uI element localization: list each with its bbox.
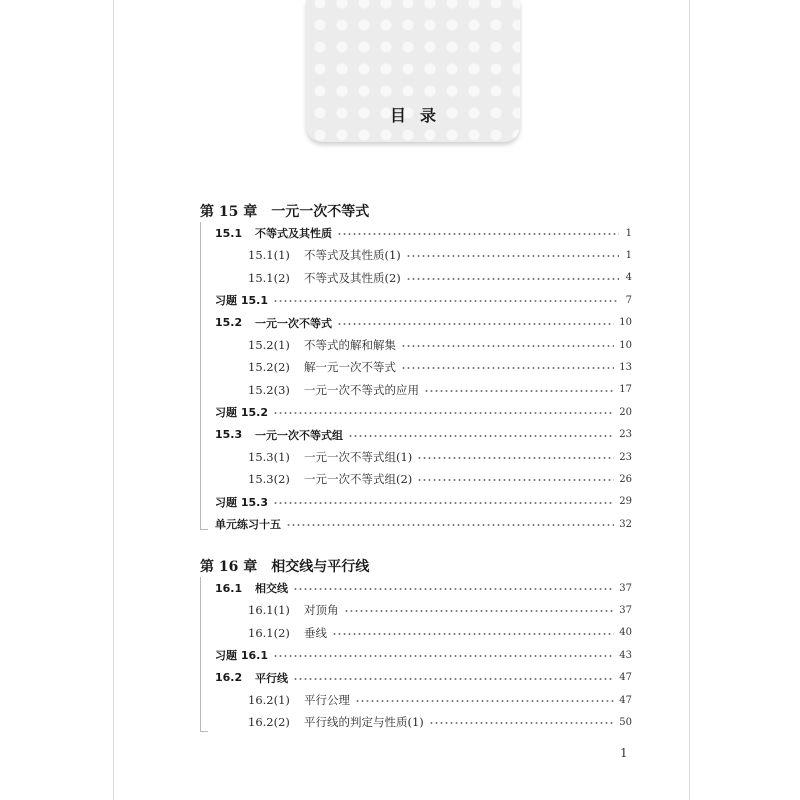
toc-entry-title: 一元一次不等式组 <box>255 428 343 442</box>
dot-leader <box>273 300 619 302</box>
toc-subsection-entry[interactable] <box>248 692 632 708</box>
chapter-bracket <box>200 577 201 732</box>
dot-leader <box>337 233 619 235</box>
toc-entry-title: 平行线的判定与性质(1) <box>304 715 424 730</box>
toc-entry-page: 23 <box>619 451 632 463</box>
toc-entry-number: 16.1(2) <box>248 625 290 640</box>
toc-entry-page: 7 <box>625 294 632 306</box>
dot-leader <box>406 278 619 280</box>
toc-entry-title: 习题 15.2 <box>215 406 268 420</box>
toc-exercise-entry[interactable] <box>215 647 632 663</box>
toc-entry-page: 40 <box>619 627 632 639</box>
dot-leader <box>286 524 614 526</box>
toc-entry-page: 1 <box>625 249 632 261</box>
toc-entry-number: 16.1 <box>215 581 243 595</box>
toc-entry-title: 一元一次不等式的应用 <box>304 382 419 397</box>
toc-entry-title: 不等式及其性质 <box>255 227 332 240</box>
chapter-number: 第 15 章 <box>200 204 258 220</box>
toc-exercise-entry[interactable] <box>215 292 632 308</box>
toc-subsection-entry[interactable] <box>248 270 632 286</box>
toc-subsection-entry[interactable] <box>248 625 632 641</box>
dot-leader <box>348 435 614 437</box>
toc-entry-page: 32 <box>619 518 632 530</box>
toc-section-entry[interactable] <box>215 670 632 686</box>
toc-entry-page: 4 <box>625 272 632 284</box>
toc-entry-number: 15.3(2) <box>248 472 290 487</box>
toc-entry-number: 16.1(1) <box>248 603 290 618</box>
toc-entry-title: 一元一次不等式 <box>255 316 332 330</box>
toc-entry-page: 1 <box>625 227 632 239</box>
toc-entry-number: 16.2(1) <box>248 693 290 707</box>
toc-entry-title: 习题 16.1 <box>215 649 268 663</box>
dot-leader <box>417 479 614 481</box>
toc-entry-page: 37 <box>619 604 632 616</box>
page-number: 1 <box>620 746 628 760</box>
toc-exercise-entry[interactable] <box>215 494 632 510</box>
toc-entry-number: 15.3 <box>215 428 243 442</box>
toc-entry-title: 不等式及其性质(2) <box>304 270 401 285</box>
toc-section-entry[interactable] <box>215 315 632 331</box>
toc-section-entry[interactable] <box>215 225 632 241</box>
toc-entry-page: 17 <box>619 384 632 396</box>
dot-leader <box>293 678 614 680</box>
toc-section-entry[interactable] <box>215 580 632 596</box>
toc-entry-page: 50 <box>619 716 632 728</box>
toc-entry-title: 不等式的解和解集 <box>304 338 396 352</box>
toc-entry-title: 相交线 <box>255 582 288 595</box>
toc-entry-number: 15.1(2) <box>248 270 290 285</box>
toc-entry-number: 15.1(1) <box>248 248 290 263</box>
toc-entry-page: 20 <box>619 406 632 418</box>
toc-section-entry[interactable] <box>215 427 632 443</box>
dot-leader <box>293 588 614 590</box>
page-title: 目录 <box>389 106 450 125</box>
toc-entry-title: 不等式及其性质(1) <box>304 248 401 263</box>
dot-leader <box>401 345 614 347</box>
toc-entry-page: 10 <box>619 339 632 351</box>
toc-entry-page: 10 <box>619 317 632 329</box>
toc-entry-page: 43 <box>619 649 632 661</box>
toc-subsection-entry[interactable] <box>248 337 632 353</box>
title-tab <box>306 0 520 142</box>
toc-exercise-entry[interactable] <box>215 404 632 420</box>
dot-leader <box>424 390 614 392</box>
toc-entry-title: 平行公理 <box>304 693 350 707</box>
toc-entry-number: 15.2(3) <box>248 382 290 397</box>
toc-entry-title: 解一元一次不等式 <box>304 360 396 375</box>
toc-entry-number: 15.3(1) <box>248 450 290 464</box>
dot-leader <box>406 255 619 257</box>
toc-entry-title: 一元一次不等式组(2) <box>304 472 413 487</box>
dot-leader <box>417 457 614 459</box>
toc-entry-number: 15.2(1) <box>248 338 290 352</box>
dot-leader <box>429 722 614 724</box>
toc-entry-number: 15.2(2) <box>248 360 290 375</box>
dot-leader <box>337 323 614 325</box>
toc-subsection-entry[interactable] <box>248 471 632 487</box>
toc-subsection-entry[interactable] <box>248 602 632 618</box>
chapter-number: 第 16 章 <box>200 559 258 575</box>
chapter-bracket <box>200 222 201 530</box>
toc-entry-page: 47 <box>619 672 632 684</box>
toc-entry-title: 平行线 <box>255 671 288 685</box>
dot-leader <box>273 502 614 504</box>
toc-entry-title: 习题 15.3 <box>215 495 268 509</box>
toc-entry-title: 一元一次不等式组(1) <box>304 450 413 464</box>
dot-leader <box>344 610 615 612</box>
toc-subsection-entry[interactable] <box>248 449 632 465</box>
toc-entry-number: 16.2 <box>215 671 243 685</box>
dot-leader <box>273 655 614 657</box>
toc-entry-title: 垂线 <box>304 625 327 640</box>
toc-subsection-entry[interactable] <box>248 247 632 263</box>
toc-entry-page: 47 <box>619 694 632 706</box>
toc-entry-number: 16.2(2) <box>248 715 290 730</box>
toc-entry-page: 29 <box>619 496 632 508</box>
chapter-heading <box>200 556 640 576</box>
toc-subsection-entry[interactable] <box>248 714 632 730</box>
toc-subsection-entry[interactable] <box>248 382 632 398</box>
toc-entry-title: 习题 15.1 <box>215 294 268 308</box>
dot-leader <box>401 367 614 369</box>
toc-subsection-entry[interactable] <box>248 359 632 375</box>
toc-entry-page: 23 <box>619 429 632 441</box>
toc-entry-title: 对顶角 <box>304 603 339 618</box>
toc-entry-title: 单元练习十五 <box>215 518 281 532</box>
toc-entry-page: 26 <box>619 473 632 485</box>
dot-leader <box>332 633 614 635</box>
chapter-title: 相交线与平行线 <box>271 559 370 575</box>
toc-entry-number: 15.2 <box>215 316 243 330</box>
dot-leader <box>355 700 614 702</box>
toc-entry-page: 37 <box>619 582 632 594</box>
dot-leader <box>273 412 614 414</box>
chapter-heading <box>200 201 640 221</box>
chapter-title: 一元一次不等式 <box>271 204 370 220</box>
toc-entry-number: 15.1 <box>215 226 243 240</box>
toc-entry-page: 13 <box>619 361 632 373</box>
toc-exercise-entry[interactable] <box>215 516 632 532</box>
